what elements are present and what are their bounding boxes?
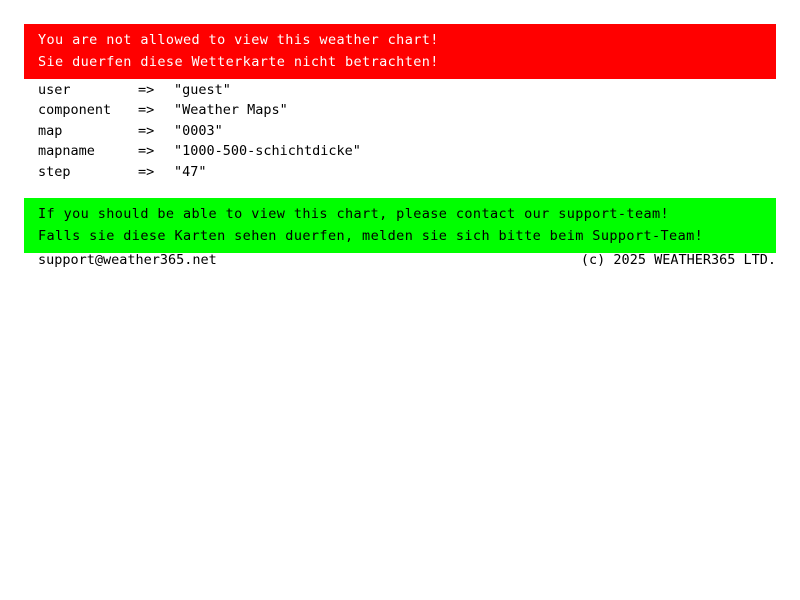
param-row-map [38, 121, 778, 141]
param-value: "1000-500-schichtdicke" [174, 143, 361, 160]
param-value: "Weather Maps" [174, 102, 288, 119]
page-footer [38, 250, 776, 270]
permission-error-banner [24, 24, 776, 79]
support-email-link[interactable]: support@weather365.net [38, 252, 217, 268]
request-parameters-list [38, 80, 778, 182]
param-arrow: => [138, 102, 155, 119]
support-info-text-en: If you should be able to view this chart, please contact our support-team! [38, 206, 670, 222]
param-arrow: => [138, 163, 155, 180]
param-arrow: => [138, 143, 155, 160]
param-row-step [38, 162, 778, 182]
param-value: "47" [174, 163, 207, 180]
support-info-text-de: Falls sie diese Karten sehen duerfen, melden sie sich bitte beim Support-Team! [38, 228, 704, 244]
param-arrow: => [138, 122, 155, 139]
param-key: component [38, 102, 112, 119]
param-key: mapname [38, 143, 95, 160]
param-key: map [38, 122, 63, 139]
permission-error-text-de: Sie duerfen diese Wetterkarte nicht betrachten! [38, 54, 439, 70]
param-key: user [38, 82, 71, 98]
param-row-user [38, 80, 778, 100]
param-value: "guest" [174, 82, 231, 98]
param-row-component [38, 100, 778, 120]
param-key: step [38, 163, 71, 180]
permission-error-text-en: You are not allowed to view this weather chart! [38, 32, 439, 48]
param-value: "0003" [174, 122, 223, 139]
support-info-banner [24, 198, 776, 253]
copyright-text: (c) 2025 WEATHER365 LTD. [580, 252, 776, 268]
param-arrow: => [138, 82, 155, 98]
param-row-mapname [38, 141, 778, 161]
